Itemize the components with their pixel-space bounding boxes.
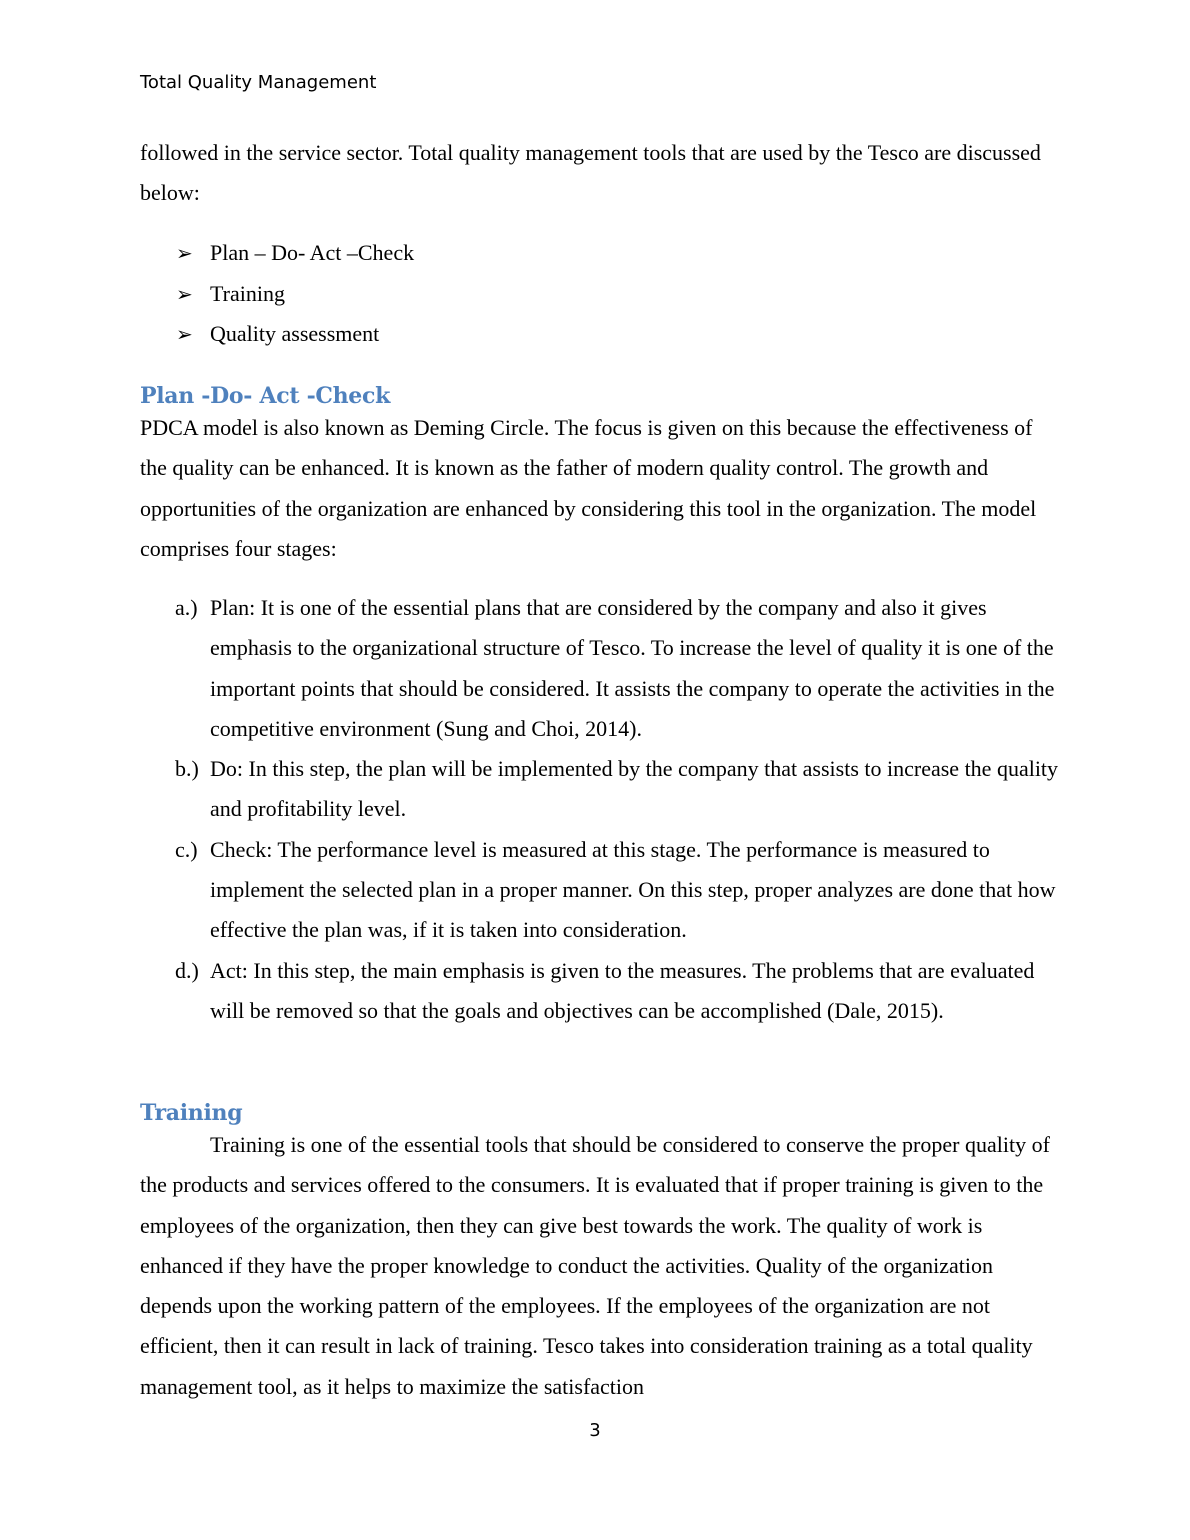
bullet-text: Training — [210, 280, 285, 306]
training-heading: Training — [140, 1100, 243, 1126]
stage-text: Plan: It is one of the essential plans that are considered by the company and also it gives emphasis to the organizational structure of Tesco. To increase the level of quality it is one of the important points that should be considered. It assists the company to operate the activities in the competitive environment (Sung and Choi, 2014). — [210, 595, 1055, 741]
arrow-bullet-icon: ➢ — [176, 241, 193, 265]
stage-text: Check: The performance level is measured at this stage. The performance is measured to implement the selected plan in a proper manner. On this step, proper analyzes are done that how effective the plan was, if it is taken into consideration. — [210, 836, 1056, 943]
bullet-text: Plan – Do- Act –Check — [210, 240, 415, 265]
list-marker: b.) — [175, 756, 199, 782]
tools-bullet-list — [140, 233, 1060, 355]
list-marker: d.) — [175, 957, 199, 983]
training-paragraph: Training is one of the essential tools that should be considered to conserve the proper quality of the products and services offered to the consumers. It is evaluated that if proper training is given to the employees of the organization, then they can give best towards the work. The quality of work is enhanced if they have the proper knowledge to conduct the activities. Quality of the organization depends upon the working pattern of the employees. If the employees of the organization are not efficient, then it can result in lack of training. Tesco takes into consideration training as a total quality management tool, as it helps to maximize the satisfaction — [140, 1132, 1050, 1399]
list-item — [140, 951, 1060, 1032]
arrow-bullet-icon: ➢ — [176, 322, 193, 346]
stage-text: Do: In this step, the plan will be implemented by the company that assists to increase the quality and profitability level. — [210, 756, 1059, 822]
list-marker: a.) — [175, 595, 198, 620]
list-marker: c.) — [175, 836, 198, 862]
list-item — [140, 233, 1060, 274]
list-item — [140, 314, 1060, 355]
list-item — [140, 588, 1060, 749]
intro-paragraph: followed in the service sector. Total quality management tools that are used by the Tesco are discussed below: — [140, 140, 1041, 206]
stage-text: Act: In this step, the main emphasis is given to the measures. The problems that are evaluated will be removed so that the goals and objectives can be accomplished (Dale, 2015). — [210, 957, 1035, 1023]
running-header: Total Quality Management — [140, 72, 377, 93]
bullet-text: Quality assessment — [210, 321, 380, 346]
page-number: 3 — [589, 1420, 601, 1441]
pdca-paragraph: PDCA model is also known as Deming Circle. The focus is given on this because the effectiveness of the quality can be enhanced. It is known as the father of modern quality control. The growth and opportunities of the organization are enhanced by considering this tool in the organization. The model comprises four stages: — [140, 415, 1037, 561]
pdca-stages-list — [140, 588, 1060, 1031]
list-item — [140, 274, 1060, 315]
pdca-heading: Plan -Do- Act -Check — [140, 383, 391, 409]
list-item — [140, 830, 1060, 951]
arrow-bullet-icon: ➢ — [176, 281, 193, 306]
list-item — [140, 749, 1060, 830]
